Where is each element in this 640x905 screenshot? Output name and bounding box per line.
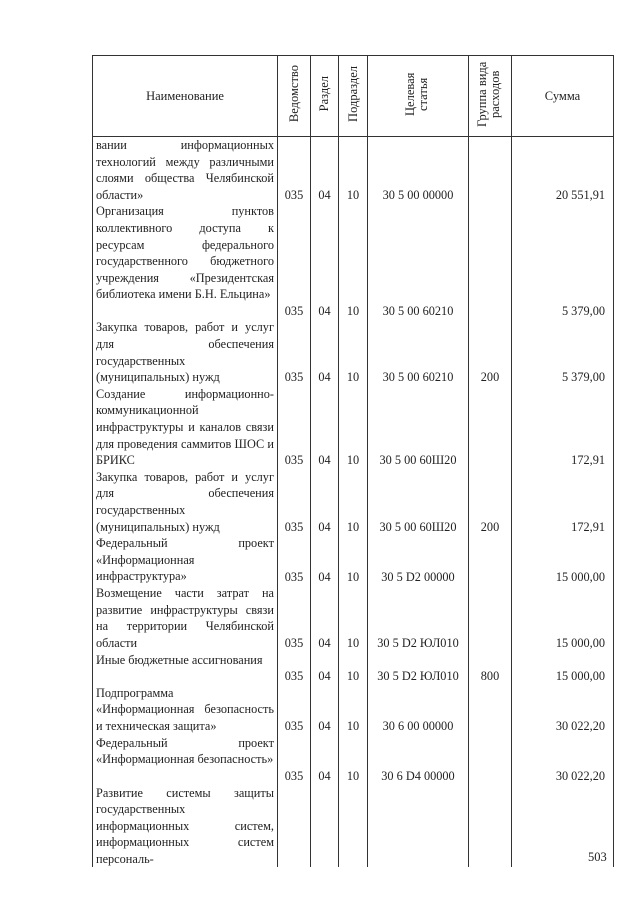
- row-razdel: 04: [311, 319, 339, 385]
- row-podrazdel: 10: [339, 685, 368, 735]
- row-podrazdel: 10: [339, 585, 368, 651]
- row-celevaya: [368, 785, 469, 868]
- row-celevaya: 30 5 00 60Ш20: [368, 469, 469, 535]
- row-razdel: 04: [311, 203, 339, 319]
- row-gruppa: [469, 735, 512, 785]
- table-row: [93, 652, 614, 685]
- row-gruppa: [469, 685, 512, 735]
- row-gruppa: [469, 785, 512, 868]
- row-ved: [278, 785, 311, 868]
- row-celevaya: 30 5 D2 ЮЛ010: [368, 585, 469, 651]
- row-podrazdel: 10: [339, 386, 368, 469]
- row-summa: 5 379,00: [512, 203, 614, 319]
- row-celevaya: 30 5 00 60210: [368, 203, 469, 319]
- row-podrazdel: 10: [339, 652, 368, 685]
- row-podrazdel: 10: [339, 319, 368, 385]
- row-ved: 035: [278, 735, 311, 785]
- row-podrazdel: 10: [339, 137, 368, 204]
- row-podrazdel: 10: [339, 535, 368, 585]
- row-name: Федеральный проект «Информационная безопасность»: [93, 735, 278, 785]
- header-name: Наименование: [93, 56, 278, 137]
- table-row: [93, 585, 614, 651]
- row-razdel: 04: [311, 535, 339, 585]
- row-podrazdel: 10: [339, 469, 368, 535]
- row-podrazdel: 10: [339, 203, 368, 319]
- row-summa: 15 000,00: [512, 652, 614, 685]
- table-row: [93, 785, 614, 868]
- row-podrazdel: 10: [339, 735, 368, 785]
- row-celevaya: 30 5 D2 ЮЛ010: [368, 652, 469, 685]
- row-podrazdel: [339, 785, 368, 868]
- row-celevaya: 30 5 00 00000: [368, 137, 469, 204]
- row-razdel: 04: [311, 685, 339, 735]
- table-row: [93, 535, 614, 585]
- row-summa: 15 000,00: [512, 535, 614, 585]
- row-ved: 035: [278, 137, 311, 204]
- row-razdel: 04: [311, 652, 339, 685]
- row-gruppa: 200: [469, 469, 512, 535]
- header-vedomstvo: Ведомство: [278, 56, 311, 137]
- row-gruppa: [469, 203, 512, 319]
- row-ved: 035: [278, 585, 311, 651]
- header-celevaya-statya: Целевая статья: [368, 56, 469, 137]
- table-row: [93, 469, 614, 535]
- row-gruppa: [469, 386, 512, 469]
- header-summa: Сумма: [512, 56, 614, 137]
- header-podrazdel: Подраздел: [339, 56, 368, 137]
- row-razdel: 04: [311, 585, 339, 651]
- table-row: [93, 386, 614, 469]
- row-name: Возмещение части затрат на развитие инфраструктуры связи на территории Челябинской области: [93, 585, 278, 651]
- row-summa: 172,91: [512, 386, 614, 469]
- table-row: [93, 685, 614, 735]
- row-name: вании информационных технологий между различными слоями общества Челябинской области»: [93, 137, 278, 204]
- table-row: [93, 735, 614, 785]
- table-row: [93, 319, 614, 385]
- budget-table: [92, 55, 614, 867]
- row-razdel: [311, 785, 339, 868]
- row-celevaya: 30 5 D2 00000: [368, 535, 469, 585]
- row-summa: 172,91: [512, 469, 614, 535]
- row-ved: 035: [278, 203, 311, 319]
- row-razdel: 04: [311, 386, 339, 469]
- header-gruppa-vida-rashodov: Группа вида расходов: [469, 56, 512, 137]
- row-name: Развитие системы защиты государственных информационных систем, информационных систем персональ-: [93, 785, 278, 868]
- row-celevaya: 30 5 00 60210: [368, 319, 469, 385]
- row-summa: 5 379,00: [512, 319, 614, 385]
- row-gruppa: 800: [469, 652, 512, 685]
- row-ved: 035: [278, 469, 311, 535]
- row-name: Федеральный проект «Информационная инфраструктура»: [93, 535, 278, 585]
- row-name: Закупка товаров, работ и услуг для обеспечения государственных (муниципальных) нужд: [93, 469, 278, 535]
- table-row: [93, 203, 614, 319]
- row-celevaya: 30 5 00 60Ш20: [368, 386, 469, 469]
- header-razdel: Раздел: [311, 56, 339, 137]
- row-razdel: 04: [311, 469, 339, 535]
- row-summa: 30 022,20: [512, 735, 614, 785]
- row-name: Организация пунктов коллективного доступа к ресурсам федерального государственного бюджетного учреждения «Президентская библиотека имени Б.Н. Ельцина»: [93, 203, 278, 319]
- row-name: Подпрограмма «Информационная безопасность и техническая защита»: [93, 685, 278, 735]
- row-summa: 20 551,91: [512, 137, 614, 204]
- row-ved: 035: [278, 319, 311, 385]
- row-gruppa: [469, 535, 512, 585]
- row-razdel: 04: [311, 735, 339, 785]
- row-summa: 15 000,00: [512, 585, 614, 651]
- row-ved: 035: [278, 535, 311, 585]
- row-celevaya: 30 6 D4 00000: [368, 735, 469, 785]
- row-gruppa: 200: [469, 319, 512, 385]
- row-ved: 035: [278, 685, 311, 735]
- row-gruppa: [469, 585, 512, 651]
- row-name: Создание информационно-коммуникационной инфраструктуры и каналов связи для проведения саммитов ШОС и БРИКС: [93, 386, 278, 469]
- page-number: 503: [588, 850, 607, 864]
- row-name: Закупка товаров, работ и услуг для обеспечения государственных (муниципальных) нужд: [93, 319, 278, 385]
- table-row: [93, 137, 614, 204]
- row-name: Иные бюджетные ассигнования: [93, 652, 278, 685]
- row-ved: 035: [278, 386, 311, 469]
- row-ved: 035: [278, 652, 311, 685]
- table-header-row: [93, 56, 614, 137]
- row-razdel: 04: [311, 137, 339, 204]
- row-gruppa: [469, 137, 512, 204]
- row-summa: 30 022,20: [512, 685, 614, 735]
- row-celevaya: 30 6 00 00000: [368, 685, 469, 735]
